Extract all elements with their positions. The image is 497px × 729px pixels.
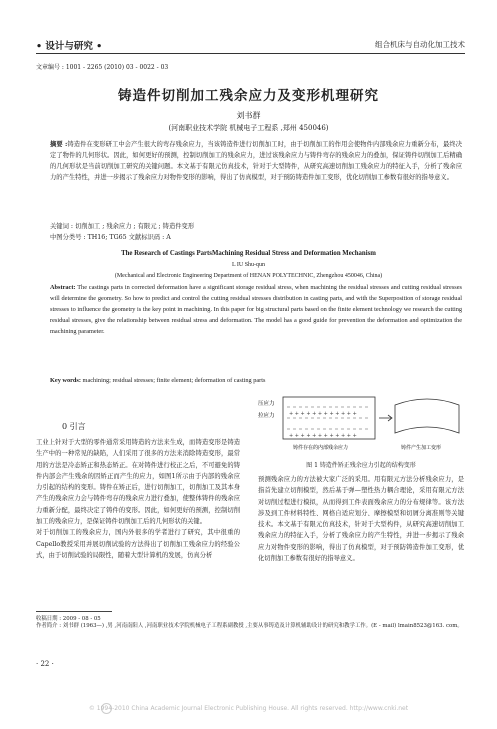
author-affiliation: (河南职业技术学院 机械电子工程系 ,郑州 450046) <box>168 124 329 132</box>
author-name: 刘书群 <box>236 111 261 120</box>
section-heading-introduction: 0 引言 <box>62 422 86 431</box>
sublabel-internal-stress: 铸件存在的内部残余应力 <box>293 445 349 451</box>
english-abstract-text: The castings parts in corrected deformation have a significant storage residual stress, when machining the residual stresses and cutting residual stresses will determine the geometry. So how to predict and control the cutting residual stresses distribution in casting parts, and with the Superposition of storage residual stresses to influence the geometry is the key point in machining. In this paper for big structural parts based on the finite element technology we research the cutting residual stresses, give the relationship between residual stress and deformation. The model has a good guide for prevention the deformation and optimization the machining parameter. <box>50 284 462 335</box>
footnote-author-bio: 作者简介 : 刘书群 (1963—) ,男 ,河南南阳人 ,河南职业技术学院机械电子工程系副教授 ,主要从事铸造及计算机辅助设计的研究和教学工作。(E - mail) lmain8523@163. com。 <box>36 623 463 629</box>
english-author: L IU Shu-qun <box>231 262 266 268</box>
label-compression: 压应力 <box>258 401 275 407</box>
chinese-abstract-label: 摘要 : <box>50 141 68 148</box>
svg-text:+ + + + + + + + + + + +: + + + + + + + + + + + + <box>289 411 357 417</box>
paper-title: 铸造件切削加工残余应力及变形机理研究 <box>118 88 379 104</box>
chinese-keywords: 关键词 : 切削加工 ; 残余应力 ; 有限元 ; 铸造件变形 <box>50 223 195 230</box>
english-keywords <box>50 377 265 384</box>
chinese-abstract <box>50 140 462 184</box>
english-keywords-text: machining; residual stresses; finite element; deformation of casting parts <box>82 377 266 384</box>
page-number: · 22 · <box>36 660 54 668</box>
english-affiliation: (Mechanical and Electronic Engineering Department of HENAN POLYTECHNIC, Zhengzhou 450046, China) <box>114 273 383 279</box>
sublabel-machining-deformation: 铸件产生加工变形 <box>401 445 442 451</box>
journal-section-label: • 设计与研究 • <box>36 41 103 52</box>
body-text-right-column: 预测残余应力的方法被大家广泛的采用。用有限元方法分析残余应力，是指首先建立切削模型，然后基于弹—塑性热力耦合理论，采用有限元方法对切削过程进行模拟，从而得到工件表面残余应力的分布规律等。该方法涉及到工件材料特性、网格自适应划分、摩擦模型和切屑分离准则等关键技术。本文基于有限元仿真技术，针对于大型构件，从研究高速切削加工残余应力的特征入手，分析了残余应力的产生特性，并进一步揭示了残余应力对物件变形的影响，得出了仿真模型，对于预防铸造件加工变形，优化切削加工参数有很好的指导意义。 <box>258 476 464 563</box>
footnote-rule <box>36 611 112 612</box>
copyright-watermark: © 1994-2010 China Academic Journal Electronic Publishing House. All rights reserved. http://www.cnki.net <box>88 705 409 712</box>
footnote-received-date: 收稿日期 : 2009 - 08 - 05 <box>36 616 101 622</box>
classification-codes: 中图分类号 : TH16; TG65 文献标识码 : A <box>50 234 171 241</box>
journal-name: 组合机床与自动化加工技术 <box>375 40 465 49</box>
figure-caption: 图 1 铸造件矫正残余应力引起的结构变形 <box>306 462 416 469</box>
header-rule <box>36 53 465 54</box>
svg-text:+ + + + + + + + + + + +: + + + + + + + + + + + + <box>289 433 357 439</box>
body-text-left-column: 工业上针对于大型的零件通常采用铸造的方法来生成，而铸造变形是铸造生产中的一种常见的缺陷，人们采用了很多的方法来消除铸造变形，最常用的方法是冷态矫正和热态矫正。在对铸件进行校正之后，不可避免的铸件内部会产生残余的因矫正而产生的应力，如图1所示由于内部的残余应力引起的结构的变形。铸件在矫正后，进行切削加工，切削加工及其本身产生的残余应力会与铸件弯存的残余应力进行叠加，使整体铸件的残余应力重新分配，最终决定了铸件的变形。因此，如何更好的预测，控制切削加工的残余应力，是保证铸件切削加工后的几何形状的关键。 对于切削加工的残余应力，国内外很多的学者进行了研究，其中很重的Capello教授采用并展切削试验的方法得出了切削加工残余应力的经验公式，由于切削试验的局限性，随着大型计算机的发展，仿真分析 <box>36 439 240 559</box>
english-keywords-label: Key words: <box>50 377 81 384</box>
article-number: 文章编号 : 1001 - 2265 (2010) 03 - 0022 - 03 <box>36 64 169 71</box>
english-abstract <box>50 283 462 338</box>
stress-deformation-figure <box>255 393 475 453</box>
english-title: The Research of Castings PartsMachining Residual Stress and Deformation Mechanism <box>121 250 376 257</box>
label-tension: 拉应力 <box>258 413 275 419</box>
chinese-abstract-text: 铸造件在变形研工中会产生很大的弯存残余应力，当该铸造件进行切削加工时，由于切削加工的作用会使物件内部残余应力重新分布，最终决定了物件的几何形状。因此，如何更好的预测，控制切削加工的残余应力，进过该残余应力与铸件弯存的残余应力的叠加，保证铸件切削加工后精确的几何形状是当前切削加工研究的关键问题。本文基于有限元仿真技术，针对于大型铸件，从研究高速切削加工残余应力的特征入手，分析了残余应力的产生特性，并进一步揭示了残余应力对物件变形的影响，得出了仿真模型，对于预防铸造件加工变形，优化切削加工参数有很好的指导意义。 <box>50 141 462 181</box>
english-abstract-label: Abstract: <box>50 284 76 291</box>
